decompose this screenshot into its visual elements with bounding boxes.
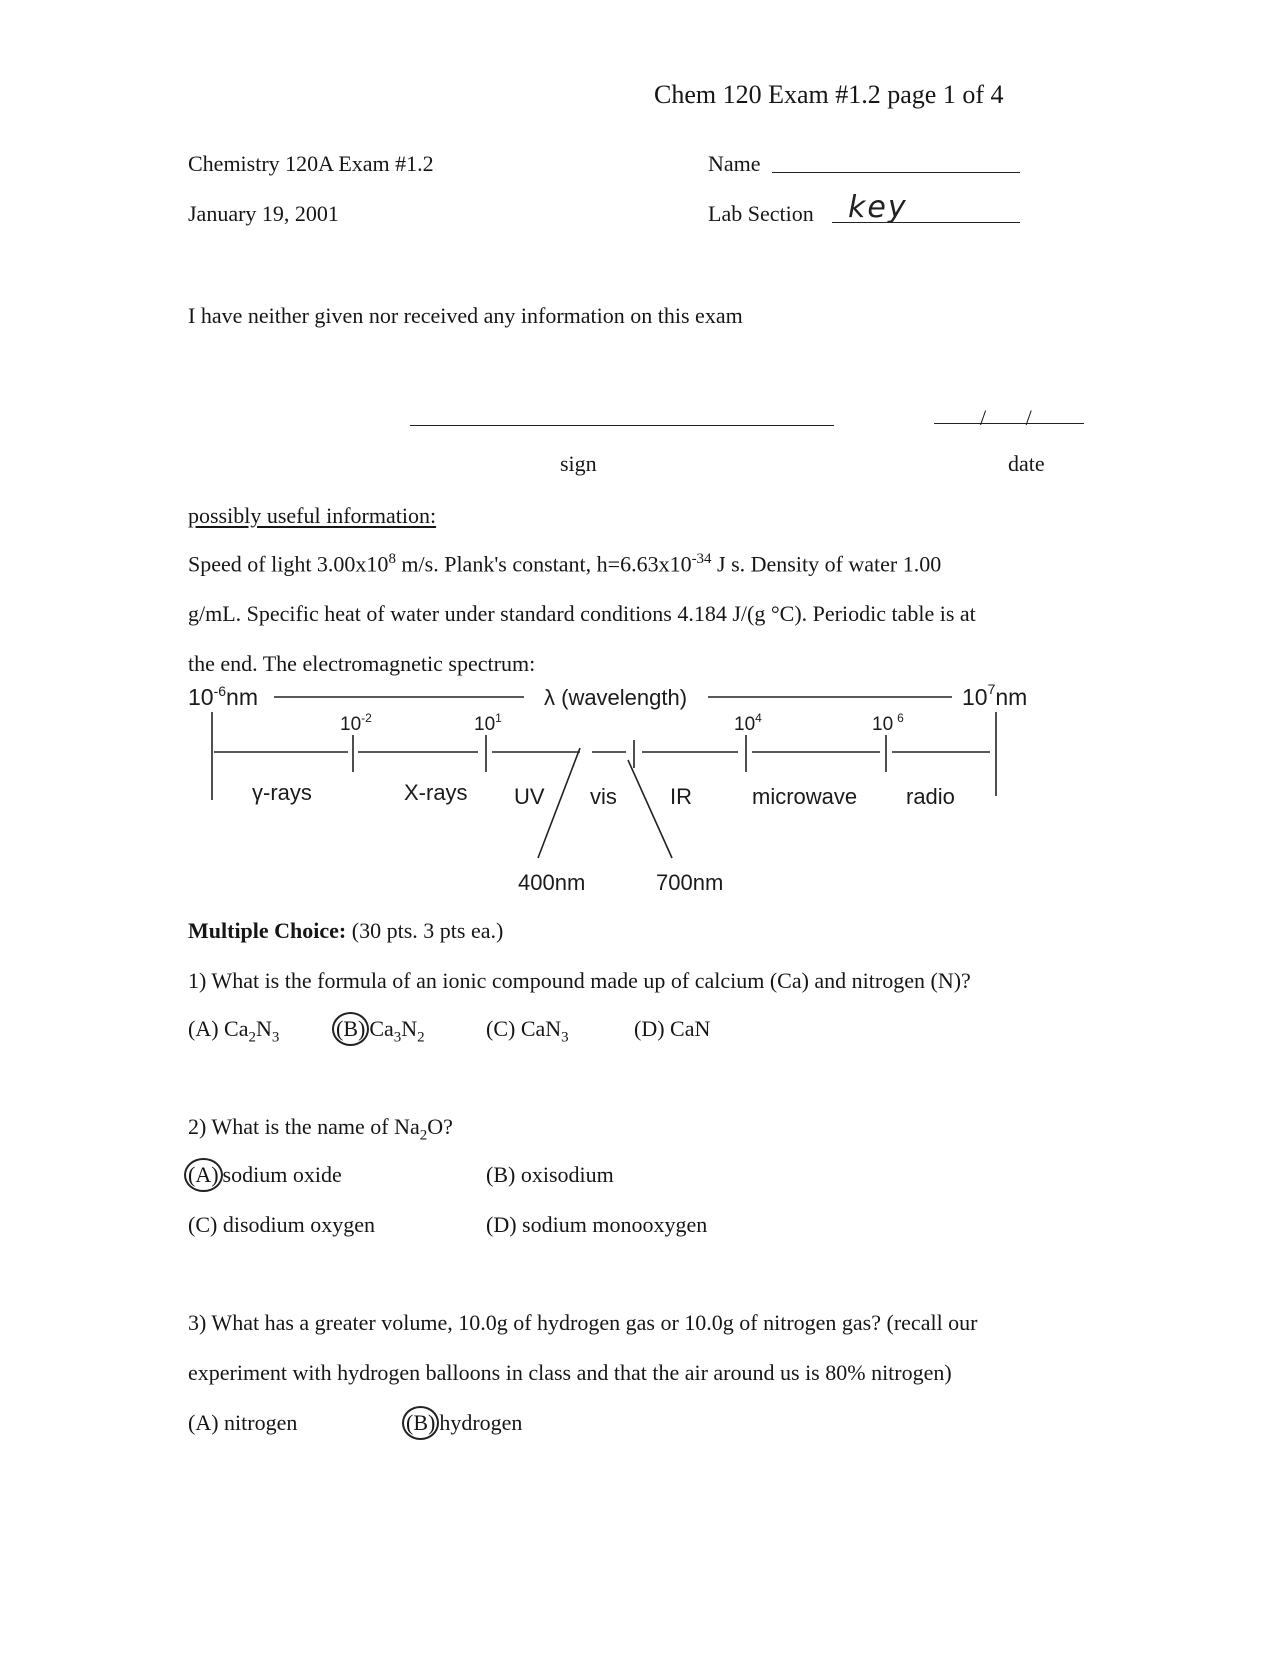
region-xray: X-rays (404, 780, 468, 805)
multiple-choice-title: Multiple Choice: (188, 918, 347, 943)
question-1-text: 1) What is the formula of an ionic compound made up of calcium (Ca) and nitrogen (N)? (188, 968, 971, 993)
vis-low-label: 400nm (518, 870, 586, 895)
region-uv: UV (514, 784, 545, 809)
option-c-label: (C) (486, 1016, 516, 1041)
multiple-choice-points: (30 pts. 3 pts ea.) (351, 918, 504, 943)
date-slashes: / / (980, 405, 1032, 430)
question-2-option-b[interactable]: (B) oxisodium (486, 1162, 614, 1187)
option-a-label: (A) (188, 1016, 219, 1041)
question-2-option-a[interactable] (184, 1158, 342, 1192)
spectrum-right-end: $10^7nm$ (962, 681, 1028, 710)
question-3-option-a[interactable]: (A) nitrogen (188, 1410, 298, 1435)
name-label: Name (708, 151, 761, 176)
tick-label-1e-2: $10^{-2}$ (340, 711, 372, 735)
useful-info-line-1-c: J s. Density of water 1.00 (711, 551, 942, 577)
tick-label-1e4: $10^4$ (734, 711, 762, 735)
useful-info-exp-1: 8 (388, 551, 396, 567)
useful-info-exp-2: -34 (691, 551, 712, 567)
question-1-option-a[interactable] (188, 1016, 279, 1046)
multiple-choice-heading (188, 918, 503, 944)
question-3-option-b[interactable] (402, 1406, 522, 1440)
honor-statement: I have neither given nor received any information on this exam (188, 303, 743, 328)
option-a-text: sodium oxide (222, 1162, 342, 1187)
spectrum-left-end: $10^{-6}nm$ (188, 683, 258, 710)
answer-circle-b: (B) (332, 1012, 369, 1046)
answer-circle-a: (A) (184, 1158, 223, 1192)
question-2-text: 2) What is the name of $Na_2O$? (188, 1114, 453, 1144)
question-1-option-c[interactable] (486, 1016, 569, 1046)
tick-label-1e1: $10^1$ (474, 711, 502, 735)
useful-info-heading: possibly useful information: (188, 503, 437, 528)
tick-label-1e6: 10 $^6$ (872, 711, 904, 735)
vis-high-label: 700nm (656, 870, 724, 895)
question-1-option-d[interactable]: (D) CaN (634, 1016, 711, 1041)
region-radio: radio (906, 784, 955, 809)
option-a-formula: $Ca_2N_3$ (224, 1016, 280, 1046)
answer-circle-b: (B) (402, 1406, 439, 1440)
question-3-line-2: experiment with hydrogen balloons in class and that the air around us is 80% nitrogen) (188, 1360, 952, 1385)
useful-info-line-3: the end. The electromagnetic spectrum: (188, 651, 536, 676)
lab-section-label: Lab Section (708, 201, 814, 226)
question-2-option-d[interactable]: (D) sodium monooxygen (486, 1212, 708, 1237)
option-c-formula: CaN$_3$ (520, 1016, 569, 1046)
region-vis: vis (590, 784, 617, 809)
useful-info-line-2: g/mL. Specific heat of water under standard conditions 4.184 J/(g °C). Periodic table is at (188, 601, 976, 626)
sign-label: sign (560, 451, 597, 476)
useful-info-line-1-b: m/s. Plank's constant, h=6.63x10 (395, 551, 692, 577)
option-b-text: hydrogen (439, 1410, 523, 1435)
vis-boundary-700 (628, 760, 672, 858)
region-ir: IR (670, 784, 692, 809)
question-2-option-c[interactable]: (C) disodium oxygen (188, 1212, 375, 1237)
region-microwave: microwave (752, 784, 858, 809)
exam-date: January 19, 2001 (188, 201, 339, 226)
spectrum-axis-label: λ (wavelength) (544, 685, 688, 710)
lab-section-handwritten: key (848, 190, 908, 225)
region-gamma: γ-rays (252, 780, 312, 805)
option-b-formula: $Ca_3N_2$ (369, 1016, 425, 1046)
question-1-option-b[interactable] (332, 1012, 425, 1046)
running-head: Chem 120 Exam #1.2 page 1 of 4 (654, 80, 1004, 109)
exam-title: Chemistry 120A Exam #1.2 (188, 151, 434, 176)
useful-info-line-1-a: Speed of light 3.00x10 (188, 551, 389, 577)
date-label: date (1008, 451, 1045, 476)
question-3-line-1: 3) What has a greater volume, 10.0g of hydrogen gas or 10.0g of nitrogen gas? (recall our (188, 1310, 978, 1335)
